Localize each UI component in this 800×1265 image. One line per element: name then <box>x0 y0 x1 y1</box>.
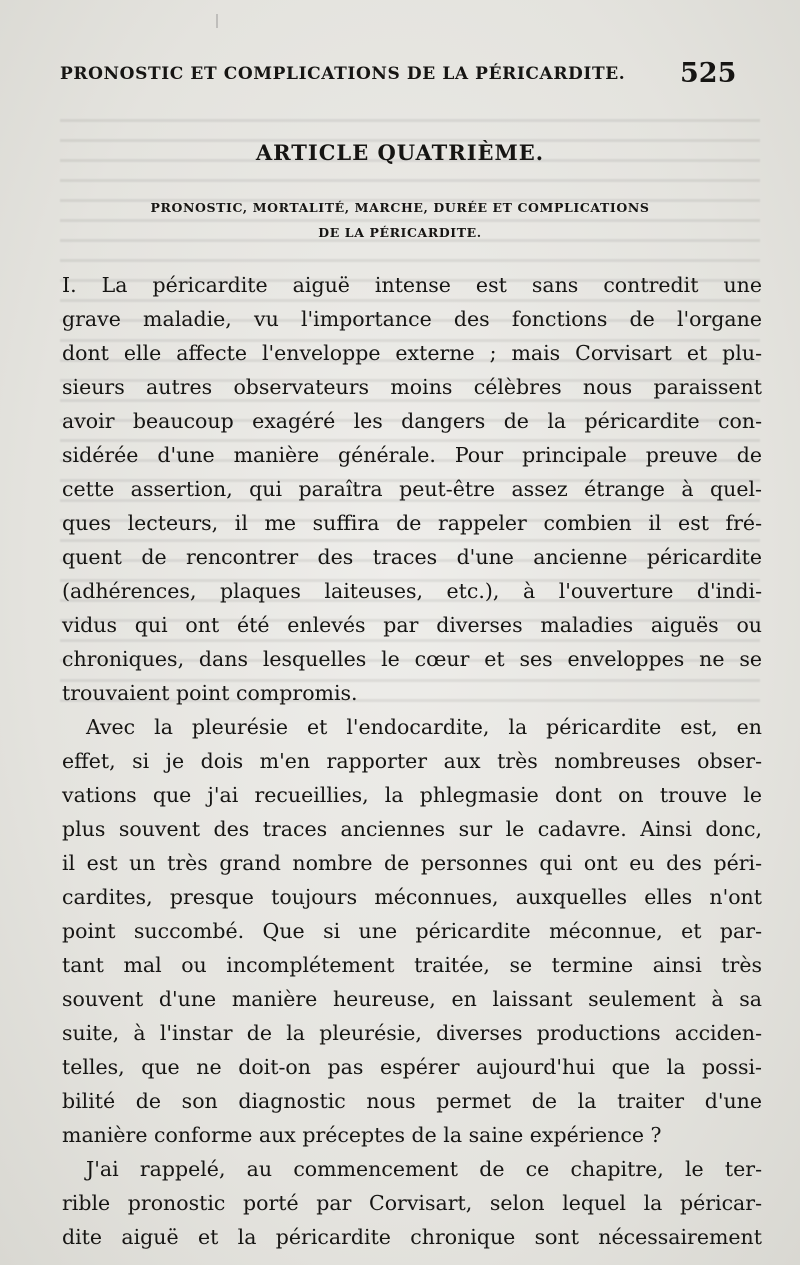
text-line: rible pronostic porté par Corvisart, selon lequel la péricar- <box>62 1191 762 1215</box>
text-line: (adhérences, plaques laiteuses, etc.), à l'ouverture d'indi- <box>62 579 762 603</box>
text-line: il est un très grand nombre de personnes qui ont eu des péri- <box>62 851 762 875</box>
text-line: cette assertion, qui paraîtra peut-être assez étrange à quel- <box>62 477 762 501</box>
text-line: souvent d'une manière heureuse, en laissant seulement à sa <box>62 987 762 1011</box>
text-line: vations que j'ai recueillies, la phlegmasie dont on trouve le <box>62 783 762 807</box>
text-line: chroniques, dans lesquelles le cœur et ses enveloppes ne se <box>62 647 762 671</box>
text-line: trouvaient point compromis. <box>62 681 358 705</box>
text-line: bilité de son diagnostic nous permet de la traiter d'une <box>62 1089 762 1113</box>
text-line: cardites, presque toujours méconnues, auxquelles elles n'ont <box>62 885 762 909</box>
running-title: PRONOSTIC ET COMPLICATIONS DE LA PÉRICARDITE. <box>60 64 626 84</box>
text-line: plus souvent des traces anciennes sur le cadavre. Ainsi donc, <box>62 817 762 841</box>
text-line: ques lecteurs, il me suffira de rappeler combien il est fré- <box>62 511 762 535</box>
text-line: Avec la pleurésie et l'endocardite, la péricardite est, en <box>86 715 762 739</box>
text-line: I. La péricardite aiguë intense est sans contredit une <box>62 273 762 297</box>
text-line: sieurs autres observateurs moins célèbres nous paraissent <box>62 375 762 399</box>
text-line: effet, si je dois m'en rapporter aux très nombreuses obser- <box>62 749 762 773</box>
text-line: J'ai rappelé, au commencement de ce chapitre, le ter- <box>86 1157 762 1181</box>
text-line: grave maladie, vu l'importance des fonctions de l'organe <box>62 307 762 331</box>
text-line: telles, que ne doit-on pas espérer aujourd'hui que la possi- <box>62 1055 762 1079</box>
article-subtitle-line-2: DE LA PÉRICARDITE. <box>318 225 482 240</box>
paper-speck <box>216 14 218 28</box>
article-subtitle-line-1: PRONOSTIC, MORTALITÉ, MARCHE, DURÉE ET COMPLICATIONS <box>150 200 650 215</box>
article-title: ARTICLE QUATRIÈME. <box>255 140 545 165</box>
text-line: manière conforme aux préceptes de la saine expérience ? <box>62 1123 662 1147</box>
text-line: vidus qui ont été enlevés par diverses maladies aiguës ou <box>62 613 762 637</box>
text-line: sidérée d'une manière générale. Pour principale preuve de <box>62 443 762 467</box>
text-line: tant mal ou incomplétement traitée, se termine ainsi très <box>62 953 762 977</box>
text-line: dite aiguë et la péricardite chronique sont nécessairement <box>62 1225 762 1249</box>
page-number: 525 <box>680 58 737 89</box>
text-line: suite, à l'instar de la pleurésie, diverses productions acciden- <box>62 1021 762 1045</box>
text-line: quent de rencontrer des traces d'une ancienne péricardite <box>62 545 762 569</box>
text-line: avoir beaucoup exagéré les dangers de la péricardite con- <box>62 409 762 433</box>
text-line: dont elle affecte l'enveloppe externe ; mais Corvisart et plu- <box>62 341 762 365</box>
text-line: point succombé. Que si une péricardite méconnue, et par- <box>62 919 762 943</box>
